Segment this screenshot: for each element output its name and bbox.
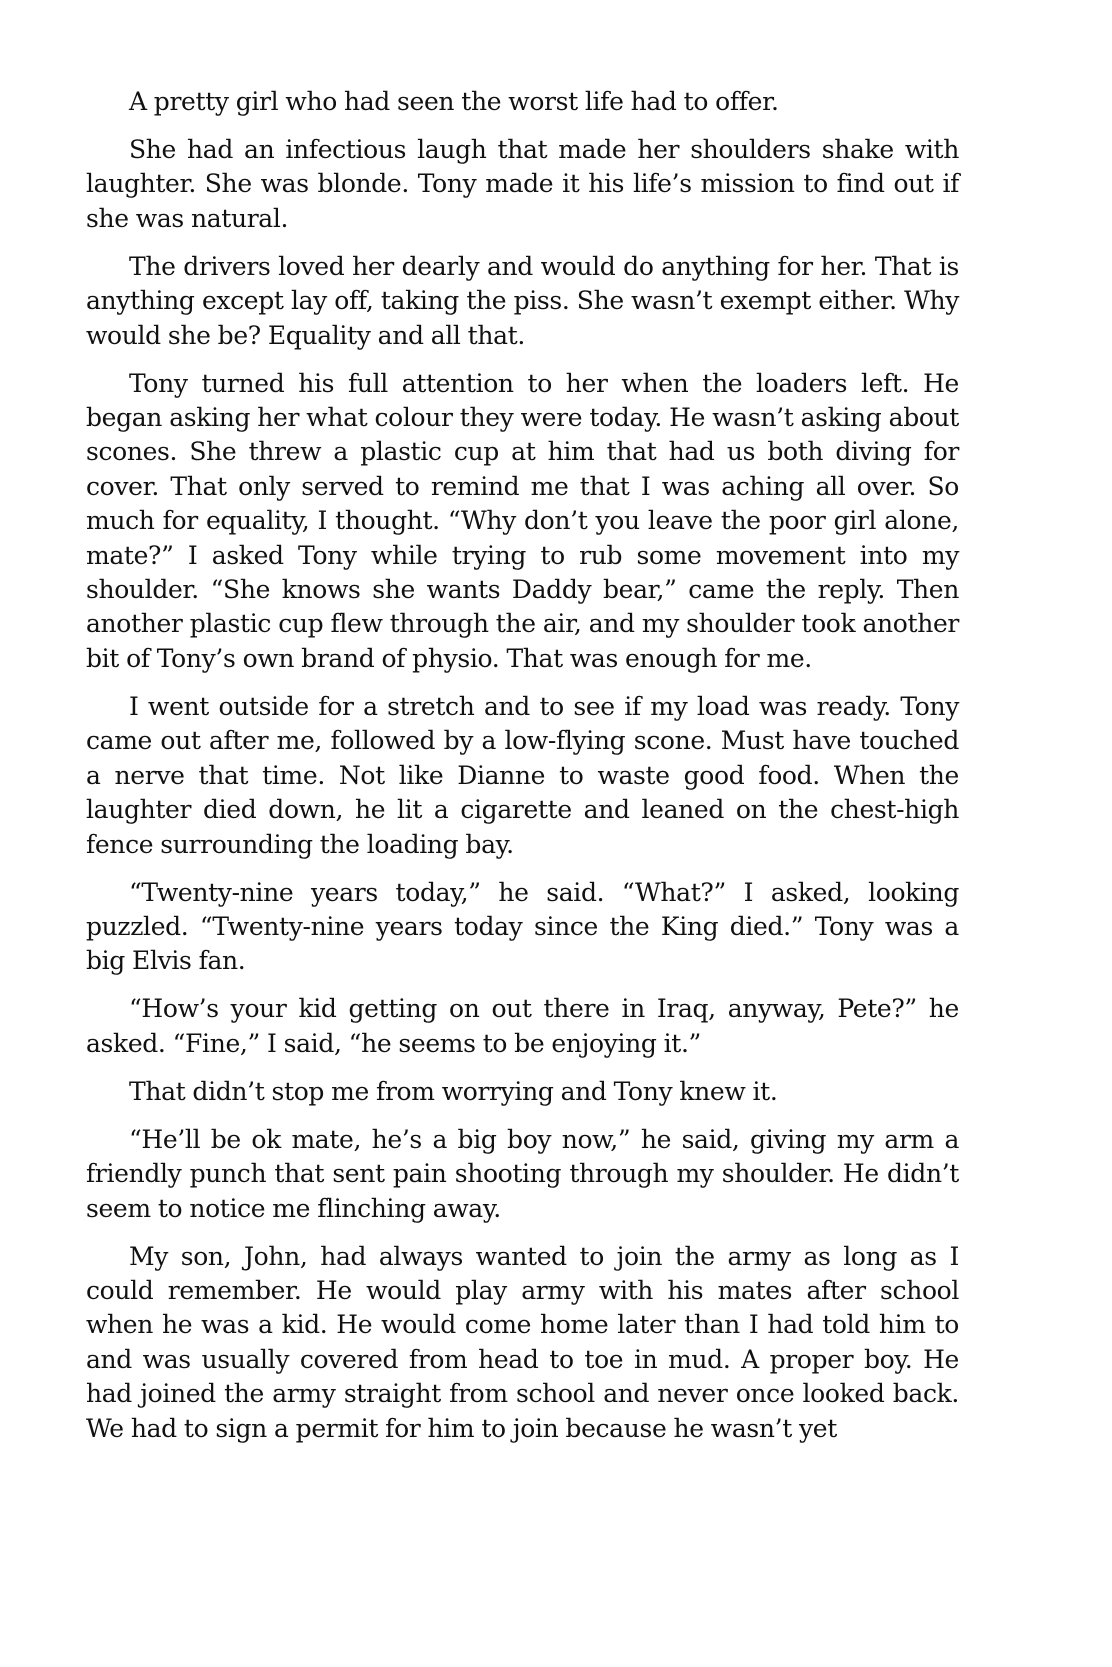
paragraph-2: She had an infectious laugh that made her shoulders shake with laughter. She was blonde. Tony made it his life’s mission to find out if she was natural.: [86, 135, 959, 233]
paragraph-7: “How’s your kid getting on out there in Iraq, anyway, Pete?” he asked. “Fine,” I said, “he seems to be enjoying it.”: [86, 994, 959, 1058]
paragraph-9: “He’ll be ok mate, he’s a big boy now,” he said, giving my arm a friendly punch that sent pain shooting through my shoulder. He didn’t seem to notice me flinching away.: [86, 1124, 959, 1223]
paragraph-3: The drivers loved her dearly and would do anything for her. That is anything except lay off, taking the piss. She wasn’t exempt either. Why would she be? Equality and all that.: [86, 251, 959, 350]
paragraph-8: That didn’t stop me from worrying and Tony knew it.: [129, 1076, 778, 1106]
paragraph-5: I went outside for a stretch and to see if my load was ready. Tony came out after me, followed by a low-flying scone. Must have touched a nerve that time. Not like Dianne to waste good food. When the laughter died down, he lit a cigarette and leaned on the chest-high fence surrounding the loading bay.: [86, 691, 959, 859]
paragraph-4: Tony turned his full attention to her when the loaders left. He began asking her what colour they were today. He wasn’t asking about scones. She threw a plastic cup at him that had us both diving for cover. That only served to remind me that I was aching all over. So much for equality, I thought. “Why don’t you leave the poor girl alone, mate?” I asked Tony while trying to rub some movement into my shoulder. “She knows she wants Daddy bear,” came the reply. Then another plastic cup flew through the air, and my shoulder took another bit of Tony’s own brand of physio. That was enough for me.: [86, 368, 959, 673]
paragraph-1: A pretty girl who had seen the worst life had to offer.: [129, 87, 779, 116]
document-page: [86, 85, 959, 1460]
paragraph-10: My son, John, had always wanted to join the army as long as I could remember. He would play army with his mates after school when he was a kid. He would come home later than I had told him to and was usually covered from head to toe in mud. A proper boy. He had joined the army straight from school and never once looked back. We had to sign a permit for him to join because he wasn’t yet: [86, 1241, 959, 1443]
paragraph-6: “Twenty-nine years today,” he said. “What?” I asked, looking puzzled. “Twenty-nine years today since the King died.” Tony was a big Elvis fan.: [86, 877, 959, 976]
